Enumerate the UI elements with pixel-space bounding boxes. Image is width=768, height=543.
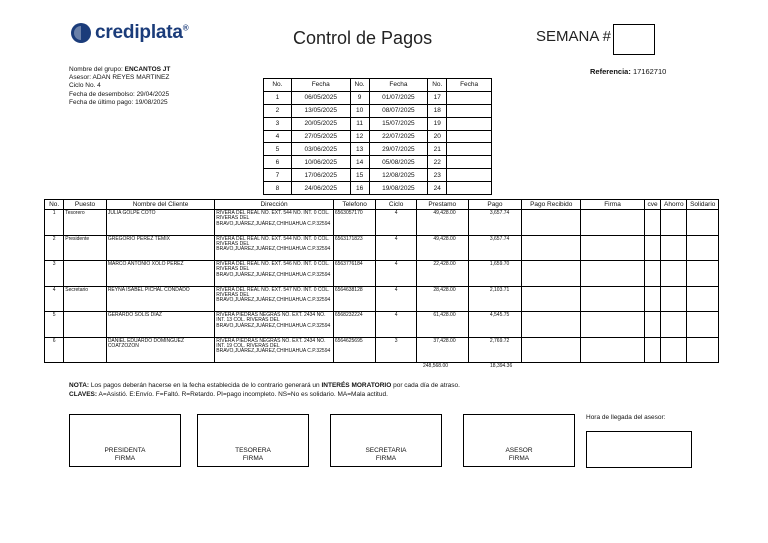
clients-header-cell: Ciclo	[376, 200, 417, 210]
schedule-cell: 15/07/2025	[369, 117, 428, 130]
schedule-cell: 16	[350, 182, 369, 195]
client-cell: 4	[376, 235, 417, 261]
signature-firma: FIRMA	[242, 455, 264, 462]
schedule-row	[264, 104, 492, 117]
signature-box-secretaria	[330, 414, 442, 467]
schedule-cell: 29/07/2025	[369, 143, 428, 156]
schedule-row	[264, 182, 492, 195]
clients-header-cell: Ahorro	[661, 200, 687, 210]
client-cell	[644, 312, 660, 338]
client-cell: 4	[376, 286, 417, 312]
hora-llegada-label: Hora de llegada del asesor:	[586, 414, 666, 421]
schedule-cell: 21	[428, 143, 447, 156]
schedule-cell: 3	[264, 117, 292, 130]
schedule-cell: 12/08/2025	[369, 169, 428, 182]
payment-schedule-table	[263, 78, 492, 195]
semana-input-box	[613, 24, 655, 55]
schedule-cell: 10/06/2025	[291, 156, 350, 169]
clients-header-cell: Pago	[468, 200, 522, 210]
client-row	[45, 235, 719, 261]
client-cell: Presidente	[64, 235, 107, 261]
client-cell	[64, 312, 107, 338]
client-cell	[581, 286, 645, 312]
schedule-header-cell: No.	[428, 79, 447, 92]
client-cell	[581, 312, 645, 338]
client-cell	[522, 337, 581, 363]
client-cell: GERARDO SOLIS DIAZ	[106, 312, 214, 338]
client-cell	[522, 312, 581, 338]
clients-header-cell: Firma	[581, 200, 645, 210]
schedule-cell: 17	[428, 91, 447, 104]
client-cell	[687, 210, 719, 236]
client-cell	[522, 261, 581, 287]
client-cell: RIVERA DEL REAL NO. EXT. 544 NO. INT. 0 COL. RIVERAS DEL BRAVO,JUÁREZ,JUÁREZ,CHIHUAHUA C.P.32594	[215, 210, 334, 236]
schedule-cell: 06/05/2025	[291, 91, 350, 104]
schedule-cell	[447, 130, 492, 143]
client-cell: MARCO ANTONIO XOLO PEREZ	[106, 261, 214, 287]
schedule-header-cell: No.	[350, 79, 369, 92]
clients-header-cell: Puesto	[64, 200, 107, 210]
signature-firma: FIRMA	[508, 455, 530, 462]
schedule-cell: 23	[428, 169, 447, 182]
client-cell	[661, 286, 687, 312]
client-cell: 2,769.72	[468, 337, 522, 363]
nota-line: NOTA: Los pagos deberán hacerse en la fecha establecida de lo contrario generará un INTERÉS MORATORIO por cada día de atraso.	[69, 382, 460, 389]
signature-box-presidenta	[69, 414, 181, 467]
schedule-cell: 7	[264, 169, 292, 182]
client-cell: Tesorero	[64, 210, 107, 236]
schedule-cell: 20	[428, 130, 447, 143]
schedule-cell: 10	[350, 104, 369, 117]
client-cell: 2	[45, 235, 64, 261]
schedule-row	[264, 130, 492, 143]
client-cell: 1,659.70	[468, 261, 522, 287]
schedule-cell: 8	[264, 182, 292, 195]
total-prestamo: 248,568.00	[423, 363, 449, 369]
signature-box-tesorera	[197, 414, 309, 467]
client-cell: REYNA ISABEL PICHAL CONDADO	[106, 286, 214, 312]
hora-llegada-box	[586, 431, 692, 468]
clients-table	[44, 199, 719, 363]
schedule-cell	[447, 169, 492, 182]
crediplata-logo-icon	[70, 22, 92, 44]
schedule-row	[264, 117, 492, 130]
client-cell: 6564638128	[333, 286, 376, 312]
client-cell	[644, 210, 660, 236]
referencia: Referencia: 17162710	[590, 67, 667, 76]
clients-header-cell: Prestamo	[416, 200, 468, 210]
schedule-cell	[447, 156, 492, 169]
schedule-row	[264, 156, 492, 169]
client-row	[45, 337, 719, 363]
schedule-cell	[447, 182, 492, 195]
signature-role: ASESOR	[505, 447, 533, 454]
client-cell	[644, 337, 660, 363]
schedule-cell: 13/05/2025	[291, 104, 350, 117]
client-cell: 28,428.00	[416, 286, 468, 312]
client-cell: 5	[45, 312, 64, 338]
client-cell	[687, 337, 719, 363]
clients-header-row	[45, 200, 719, 210]
client-cell: RIVERA DEL REAL NO. EXT. 544 NO. INT. 0 COL. RIVERAS DEL BRAVO,JUÁREZ,JUÁREZ,CHIHUAHUA C.P.32594	[215, 235, 334, 261]
client-cell: 6	[45, 337, 64, 363]
client-cell	[644, 286, 660, 312]
schedule-cell: 24/06/2025	[291, 182, 350, 195]
schedule-row	[264, 169, 492, 182]
document-title: Control de Pagos	[293, 28, 433, 48]
brand-name: crediplata®	[95, 22, 189, 43]
schedule-cell	[447, 104, 492, 117]
desembolso-line: Fecha de desembolso: 29/04/2025	[69, 90, 170, 98]
client-cell: 3	[45, 261, 64, 287]
schedule-cell: 13	[350, 143, 369, 156]
client-cell	[522, 286, 581, 312]
client-cell: 1	[45, 210, 64, 236]
client-cell: 4	[376, 261, 417, 287]
schedule-cell: 1	[264, 91, 292, 104]
client-cell: DANIEL EDUARDO DOMINGUEZ COATZOZON	[106, 337, 214, 363]
clients-header-cell: No.	[45, 200, 64, 210]
schedule-row	[264, 143, 492, 156]
client-cell	[661, 261, 687, 287]
schedule-cell: 22/07/2025	[369, 130, 428, 143]
client-cell: 37,428.00	[416, 337, 468, 363]
client-cell: 2,103.71	[468, 286, 522, 312]
client-cell	[581, 210, 645, 236]
signature-firma: FIRMA	[375, 455, 397, 462]
total-pago: 18,394.36	[490, 363, 513, 369]
schedule-cell: 22	[428, 156, 447, 169]
signature-firma: FIRMA	[114, 455, 136, 462]
client-cell	[64, 261, 107, 287]
client-cell: 4	[45, 286, 64, 312]
schedule-cell: 27/05/2025	[291, 130, 350, 143]
claves-line: CLAVES: A=Asistió. E:Envío. F=Faltó. R=Retardo. PI=pago incompleto. NS=No es solidario. MA=Mala actitud.	[69, 391, 388, 399]
schedule-cell: 14	[350, 156, 369, 169]
client-cell	[581, 235, 645, 261]
ultimo-pago-line: Fecha de último pago: 19/08/2025	[69, 98, 168, 106]
schedule-cell: 9	[350, 91, 369, 104]
clients-header-cell: Solidario	[687, 200, 719, 210]
client-cell: GREGORIO PEREZ TEMIX	[106, 235, 214, 261]
client-cell: 6568232224	[333, 312, 376, 338]
client-cell: 4,545.75	[468, 312, 522, 338]
client-cell	[661, 337, 687, 363]
schedule-cell: 11	[350, 117, 369, 130]
client-cell	[661, 312, 687, 338]
schedule-cell: 4	[264, 130, 292, 143]
schedule-cell: 2	[264, 104, 292, 117]
client-cell	[581, 261, 645, 287]
client-cell	[644, 261, 660, 287]
client-cell: 6563057170	[333, 210, 376, 236]
clients-header-cell: Nombre del Cliente	[106, 200, 214, 210]
client-row	[45, 312, 719, 338]
client-row	[45, 261, 719, 287]
schedule-cell: 19	[428, 117, 447, 130]
schedule-cell: 15	[350, 169, 369, 182]
client-cell	[522, 210, 581, 236]
client-cell	[644, 235, 660, 261]
client-cell: RIVERA DEL REAL NO. EXT. 546 NO. INT. 0 COL. RIVERAS DEL BRAVO,JUÁREZ,JUÁREZ,CHIHUAHUA C.P.32594	[215, 261, 334, 287]
schedule-cell	[447, 91, 492, 104]
client-cell	[687, 235, 719, 261]
client-cell: 6563171823	[333, 235, 376, 261]
group-name-line: Nombre del grupo: ENCANTOS JT	[69, 66, 171, 73]
nota-section	[69, 381, 460, 399]
schedule-header-cell: Fecha	[369, 79, 428, 92]
client-cell: 6563776184	[333, 261, 376, 287]
client-cell: RIVERA DEL REAL NO. EXT. 547 NO. INT. 0 COL. RIVERAS DEL BRAVO,JUÁREZ,JUÁREZ,CHIHUAHUA C.P.32594	[215, 286, 334, 312]
schedule-cell: 12	[350, 130, 369, 143]
schedule-cell: 20/05/2025	[291, 117, 350, 130]
client-cell	[522, 235, 581, 261]
client-cell: 3,657.74	[468, 235, 522, 261]
schedule-header-cell: Fecha	[447, 79, 492, 92]
client-cell: JULIA GOLPE COTO	[106, 210, 214, 236]
schedule-cell	[447, 143, 492, 156]
client-cell: 61,428.00	[416, 312, 468, 338]
client-cell	[687, 312, 719, 338]
client-cell	[661, 210, 687, 236]
clients-header-cell: cve	[644, 200, 660, 210]
signature-role: TESORERA	[235, 447, 271, 454]
schedule-cell: 6	[264, 156, 292, 169]
client-cell: 3	[376, 337, 417, 363]
client-cell: 4	[376, 312, 417, 338]
semana-label: SEMANA #	[536, 28, 612, 45]
client-cell	[661, 235, 687, 261]
brand-logo	[70, 22, 188, 44]
signature-role: SECRETARIA	[365, 447, 407, 454]
signature-box-asesor	[463, 414, 575, 467]
schedule-cell: 19/08/2025	[369, 182, 428, 195]
schedule-header-cell: Fecha	[291, 79, 350, 92]
schedule-cell: 17/06/2025	[291, 169, 350, 182]
client-cell	[687, 286, 719, 312]
ciclo-line: Ciclo No. 4	[69, 82, 101, 90]
schedule-header-row	[264, 79, 492, 92]
group-info	[69, 66, 170, 107]
client-cell: Secretario	[64, 286, 107, 312]
client-cell: RIVERA PIEDRAS NEGRAS NO. EXT. 2434 NO. INT. 19 COL. RIVERAS DEL BRAVO,JUÁREZ,JUÁREZ,CHIHUAHUA C.P.32594	[215, 337, 334, 363]
schedule-cell: 05/08/2025	[369, 156, 428, 169]
signature-role: PRESIDENTA	[104, 447, 146, 454]
schedule-cell: 24	[428, 182, 447, 195]
schedule-cell	[447, 117, 492, 130]
client-cell: 4	[376, 210, 417, 236]
asesor-line: Asesor: ADAN REYES MARTINEZ	[69, 74, 170, 82]
schedule-cell: 08/07/2025	[369, 104, 428, 117]
client-cell: 6564625695	[333, 337, 376, 363]
client-cell: 49,428.00	[416, 210, 468, 236]
schedule-cell: 01/07/2025	[369, 91, 428, 104]
client-cell: RIVERA PIEDRAS NEGRAS NO. EXT. 2434 NO. INT. 13 COL. RIVERAS DEL BRAVO,JUÁREZ,JUÁREZ,CHIHUAHUA C.P.32594	[215, 312, 334, 338]
client-row	[45, 210, 719, 236]
client-row	[45, 286, 719, 312]
client-cell	[581, 337, 645, 363]
client-cell: 3,657.74	[468, 210, 522, 236]
schedule-row	[264, 91, 492, 104]
client-cell	[64, 337, 107, 363]
client-cell	[687, 261, 719, 287]
schedule-cell: 5	[264, 143, 292, 156]
clients-header-cell: Telefono	[333, 200, 376, 210]
client-cell: 22,428.00	[416, 261, 468, 287]
clients-header-cell: Dirección	[215, 200, 334, 210]
schedule-cell: 18	[428, 104, 447, 117]
clients-header-cell: Pago Recibido	[522, 200, 581, 210]
client-cell: 49,428.00	[416, 235, 468, 261]
schedule-header-cell: No.	[264, 79, 292, 92]
schedule-cell: 03/06/2025	[291, 143, 350, 156]
